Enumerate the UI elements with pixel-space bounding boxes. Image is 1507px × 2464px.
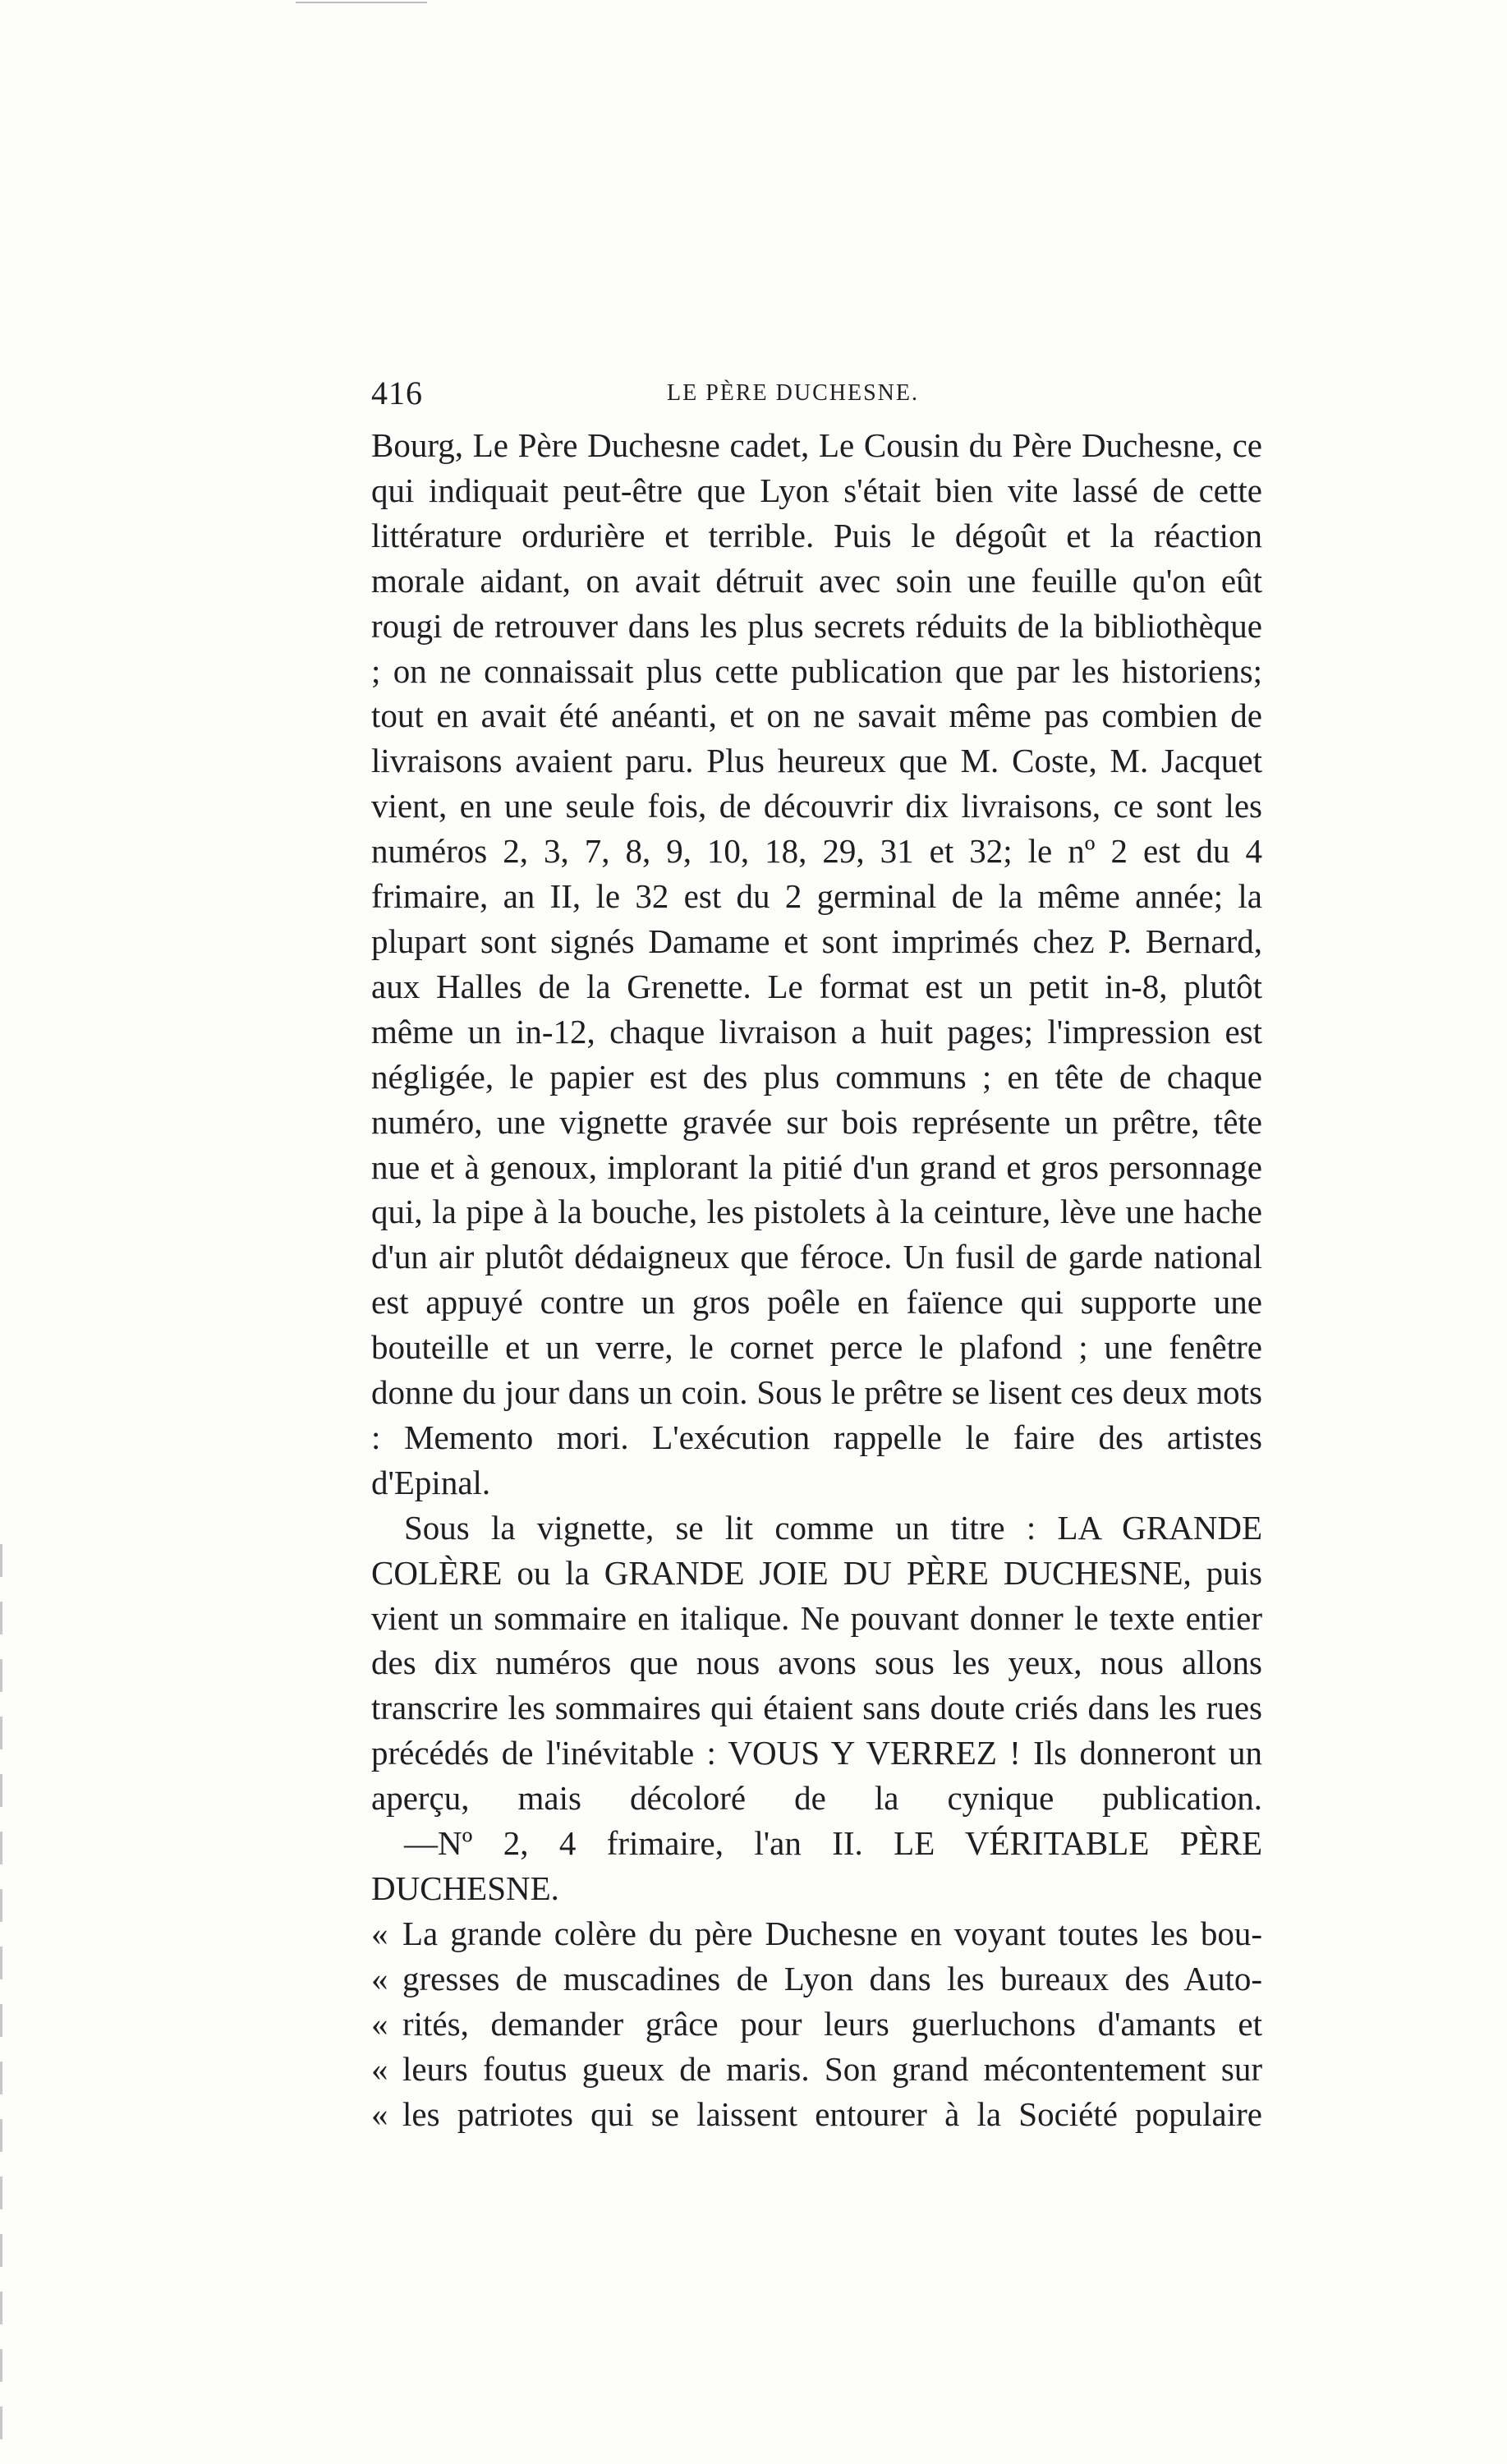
page-number: 416: [371, 375, 423, 411]
paragraph-3: —Nº 2, 4 frimaire, l'an II. LE VÉRITABLE PÈRE DUCHESNE.: [371, 1824, 1262, 1907]
paragraph-1: Bourg, Le Père Duchesne cadet, Le Cousin du Père Duchesne, ce qui indiquait peut-être que Lyon s'était bien vite lassé de cette littérature ordurière et terrible. Puis le dégoût et la réaction morale aidant, on avait détruit avec soin une feuille qu'on eût rougi de retrouver dans les plus secrets réduits de la bibliothèque ; on ne connaissait plus cette publication que par les historiens; tout en avait été anéanti, et on ne savait même pas combien de livraisons avaient paru. Plus heureux que M. Coste, M. Jacquet vient, en une seule fois, de découvrir dix livraisons, ce sont les numéros 2, 3, 7, 8, 9, 10, 18, 29, 31 et 32; le nº 2 est du 4 frimaire, an II, le 32 est du 2 germinal de la même année; la plupart sont signés Damame et sont imprimés chez P. Bernard, aux Halles de la Grenette. Le format est un petit in-8, plutôt même un in-12, chaque livraison a huit pages; l'impression est négligée, le papier est des plus communs ; en tête de chaque numéro, une vignette gravée sur bois représente un prêtre, tête nue et à genoux, implorant la pitié d'un grand et gros personnage qui, la pipe à la bouche, les pistolets à la ceinture, lève une hache d'un air plutôt dédaigneux que féroce. Un fusil de garde national est appuyé contre un gros poêle en faïence qui supporte une bouteille et un verre, le cornet perce le plafond ; une fenêtre donne du jour dans un coin. Sous le prêtre se lisent ces deux mots : Memento mori. L'exécution rappelle le faire des artistes d'Epinal.: [371, 426, 1262, 1501]
quote-line-1: « La grande colère du père Duchesne en voyant toutes les bou-: [371, 1911, 1262, 1956]
quoted-summary: [371, 1911, 1262, 2137]
scan-artifact-rule: [296, 2, 427, 3]
text-block: [371, 374, 1262, 2136]
quote-line-2: « gresses de muscadines de Lyon dans les bureaux des Auto-: [371, 1956, 1262, 2002]
body-text: [371, 423, 1262, 1911]
quote-line-5: « les patriotes qui se laissent entourer à la Société populaire: [371, 2092, 1262, 2137]
quote-line-3: « rités, demander grâce pour leurs guerluchons d'amants et: [371, 2002, 1262, 2047]
quote-line-4: « leurs foutus gueux de maris. Son grand mécontentement sur: [371, 2047, 1262, 2092]
running-head: [371, 374, 1262, 423]
running-title: LE PÈRE DUCHESNE.: [667, 380, 919, 406]
scan-artifact-edge: [0, 1544, 2, 2448]
paragraph-2: Sous la vignette, se lit comme un titre : LA GRANDE COLÈRE ou la GRANDE JOIE DU PÈRE DUCHESNE, puis vient un sommaire en italique. Ne pouvant donner le texte entier des dix numéros que nous avons sous les yeux, nous allons transcrire les sommaires qui étaient sans doute criés dans les rues précédés de l'inévitable : VOUS Y VERREZ ! Ils donneront un aperçu, mais décoloré de la cynique publication.: [371, 1508, 1262, 1818]
